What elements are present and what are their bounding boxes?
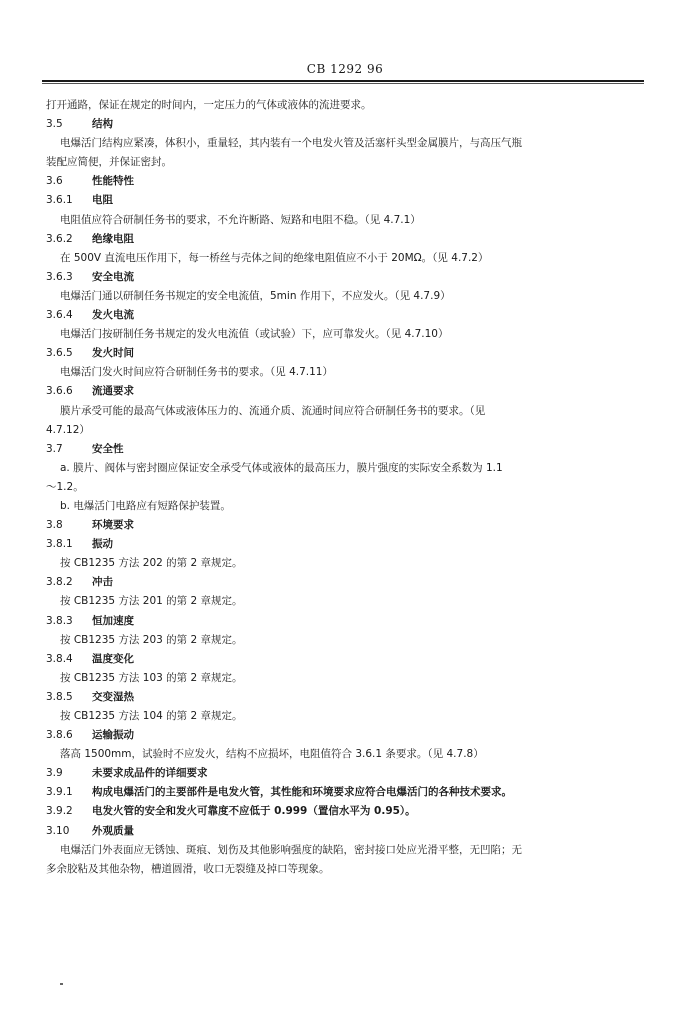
section-title: 构成电爆活门的主要部件是电发火管，其性能和环境要求应符合电爆活门的各种技术要求。: [92, 786, 512, 799]
section-title: 未要求成品件的详细要求: [92, 767, 208, 780]
section-title: 外观质量: [92, 824, 134, 837]
section-title: 恒加速度: [92, 614, 134, 627]
section-heading: [46, 344, 650, 363]
paragraph-line: 在 500V 直流电压作用下，每一桥丝与壳体之间的绝缘电阻值应不小于 20MΩ。（见 4.7.2）: [60, 251, 489, 264]
section-title: 运输振动: [92, 729, 134, 742]
section-heading: [46, 535, 650, 554]
section-number: 3.8: [46, 519, 63, 532]
section-heading: [46, 612, 650, 631]
section-title: 交变湿热: [92, 690, 134, 703]
paragraph-line: 按 CB1235 方法 203 的第 2 章规定。: [60, 633, 243, 646]
section-heading: [46, 688, 650, 707]
section-title: 电阻: [92, 194, 113, 207]
paragraph-line: 膜片承受可能的最高气体或液体压力的、流通介质、流通时间应符合研制任务书的要求。（见: [60, 404, 486, 417]
paragraph-line: 按 CB1235 方法 202 的第 2 章规定。: [60, 557, 243, 570]
section-number: 3.7: [46, 442, 63, 455]
section-number: 3.6: [46, 175, 63, 188]
section-number: 3.6.3: [46, 270, 73, 283]
section-heading: [46, 764, 650, 783]
section-title: 发火时间: [92, 347, 134, 360]
paragraph-line: a. 膜片、阀体与密封圈应保证安全承受气体或液体的最高压力，膜片强度的实际安全系数为 1.1: [60, 461, 503, 474]
section-heading: [46, 268, 650, 287]
paragraph-line: 按 CB1235 方法 104 的第 2 章规定。: [60, 710, 243, 722]
paragraph-line: 落高 1500mm，试验时不应发火，结构不应损坏，电阻值符合 3.6.1 条要求。（见 4.7.8）: [60, 748, 484, 761]
paragraph-line: b. 电爆活门电路应有短路保护装置。: [60, 499, 231, 512]
section-title: 环境要求: [92, 519, 134, 532]
section-heading: [46, 822, 650, 841]
scan-speck: [60, 983, 63, 985]
paragraph-line: 电爆活门通以研制任务书规定的安全电流值，5min 作用下，不应发火。（见 4.7.9）: [60, 289, 451, 302]
section-title: 温度变化: [92, 652, 134, 665]
section-number: 3.8.3: [46, 614, 73, 627]
section-title: 结构: [92, 118, 113, 131]
section-title: 冲击: [92, 576, 113, 589]
section-heading: [46, 573, 650, 592]
paragraph-line: 4.7.12）: [46, 423, 90, 436]
section-number: 3.5: [46, 118, 63, 131]
document-body: [46, 96, 650, 879]
header-rule-thin: [42, 83, 644, 84]
section-title: 安全性: [92, 442, 124, 455]
section-number: 3.6.4: [46, 309, 73, 322]
section-heading: [46, 191, 650, 210]
paragraph-line: 按 CB1235 方法 103 的第 2 章规定。: [60, 671, 243, 684]
paragraph-line: 电爆活门结构应紧凑，体积小，重量轻，其内装有一个电发火管及活塞杆头型金属膜片，与高压气瓶: [60, 137, 522, 150]
paragraph-line: ～1.2。: [46, 480, 84, 493]
section-heading: [46, 172, 650, 191]
paragraph-line: 打开通路，保证在规定的时间内，一定压力的气体或液体的流进要求。: [46, 99, 372, 111]
section-number: 3.6.5: [46, 347, 73, 360]
section-heading: [46, 783, 650, 802]
section-heading: [46, 230, 650, 249]
section-heading: [46, 382, 650, 401]
paragraph-line: 电爆活门外表面应无锈蚀、斑痕、划伤及其他影响强度的缺陷，密封接口处应光滑平整，无凹陷；无: [60, 843, 522, 856]
section-heading: [46, 650, 650, 669]
section-title: 绝缘电阻: [92, 232, 134, 245]
paragraph-line: 电爆活门发火时间应符合研制任务书的要求。（见 4.7.11）: [60, 366, 333, 379]
section-heading: [46, 802, 650, 821]
section-number: 3.9: [46, 767, 63, 780]
section-number: 3.6.6: [46, 385, 73, 398]
section-title: 振动: [92, 538, 113, 551]
section-number: 3.8.6: [46, 729, 73, 742]
section-title: 电发火管的安全和发火可靠度不应低于 0.999（置信水平为 0.95）。: [92, 805, 416, 818]
paragraph-line: 装配应简便，并保证密封。: [46, 156, 172, 169]
section-number: 3.8.2: [46, 576, 73, 589]
section-title: 发火电流: [92, 309, 134, 322]
section-heading: [46, 115, 650, 134]
paragraph-line: 多余胶粘及其他杂物，槽道圆滑，收口无裂缝及掉口等现象。: [46, 862, 330, 875]
section-heading: [46, 516, 650, 535]
standard-code: CB 1292 96: [306, 62, 384, 76]
section-number: 3.9.2: [46, 805, 73, 818]
section-heading: [46, 726, 650, 745]
section-heading: [46, 440, 650, 459]
section-title: 流通要求: [92, 385, 134, 398]
section-number: 3.9.1: [46, 786, 73, 799]
paragraph-line: 电阻值应符合研制任务书的要求，不允许断路、短路和电阻不稳。（见 4.7.1）: [60, 213, 421, 226]
section-title: 安全电流: [92, 270, 134, 283]
paragraph-line: 电爆活门按研制任务书规定的发火电流值（或试验）下，应可靠发火。（见 4.7.10）: [60, 328, 449, 341]
section-number: 3.10: [46, 824, 70, 837]
section-number: 3.8.4: [46, 652, 73, 665]
paragraph-line: 按 CB1235 方法 201 的第 2 章规定。: [60, 595, 243, 608]
section-number: 3.6.2: [46, 232, 73, 245]
section-number: 3.6.1: [46, 194, 73, 207]
section-number: 3.8.1: [46, 538, 73, 551]
section-heading: [46, 306, 650, 325]
header-rule: [42, 80, 644, 82]
section-number: 3.8.5: [46, 690, 73, 703]
section-title: 性能特性: [92, 175, 134, 188]
